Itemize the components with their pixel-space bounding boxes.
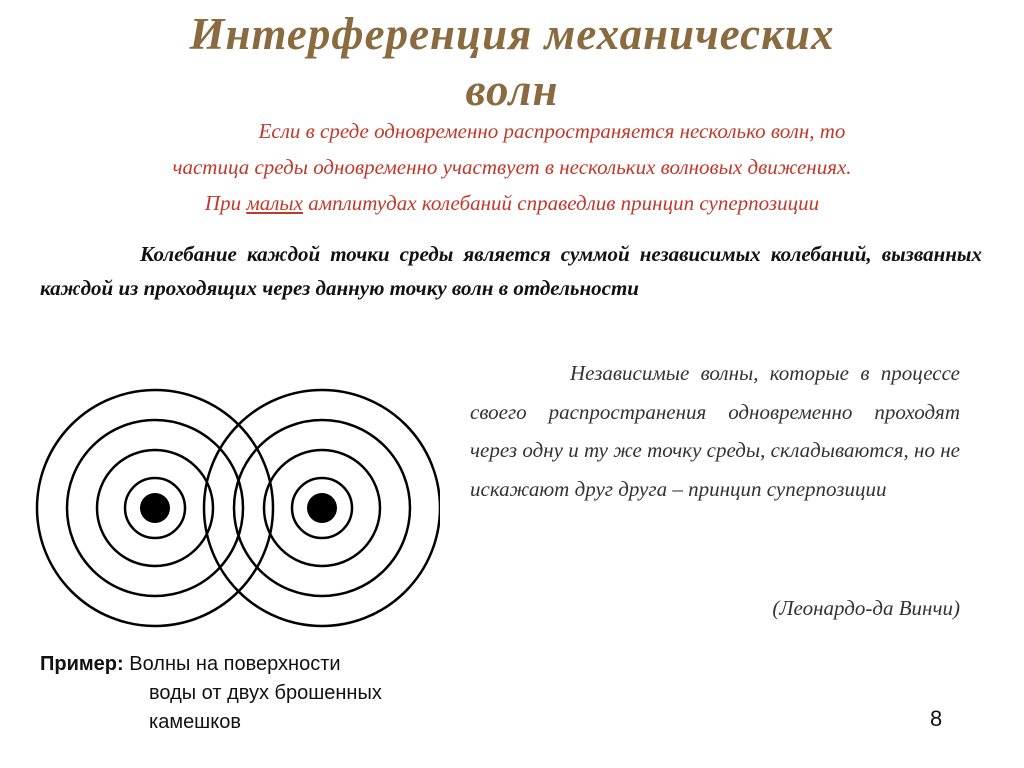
left-source-dot xyxy=(140,493,170,523)
intro-line-3-end: амплитудах колебаний справедлив принцип суперпозиции xyxy=(308,191,820,215)
superposition-statement xyxy=(40,237,982,305)
leonardo-quote xyxy=(470,354,960,508)
superposition-statement-text: Колебание каждой точки среды является суммой независимых колебаний, вызванных каждой из проходящих через данную точку волн в отдельности xyxy=(40,242,982,300)
intro-underlined-word: малых xyxy=(246,191,303,215)
page-number: 8 xyxy=(930,706,943,731)
intro-line-2: частица среды одновременно участвует в нескольких волновых движениях. xyxy=(172,155,852,179)
intro-line-1: Если в среде одновременно распространяется несколько волн, то xyxy=(258,119,846,143)
quote-attribution: (Леонардо-да Винчи) xyxy=(772,596,960,620)
right-source-dot xyxy=(307,493,337,523)
example-label: Пример: xyxy=(40,653,124,675)
example-line-2: воды от двух брошенных xyxy=(149,682,382,704)
intro-paragraph xyxy=(30,113,994,221)
leonardo-quote-text: Независимые волны, которые в процессе своего распространения одновременно проходят через одну и ту же точку среды, складываются, но не искажают друг друга – принцип суперпозиции xyxy=(470,361,960,501)
slide-title xyxy=(0,6,1024,118)
example-line-3: камешков xyxy=(149,711,241,733)
example-line-1: Волны на поверхности xyxy=(129,653,341,675)
title-line-2: волн xyxy=(465,65,559,115)
title-line-1: Интерференция механических xyxy=(189,9,835,59)
intro-line-3-start: При xyxy=(204,191,242,215)
example-caption xyxy=(40,650,480,737)
wave-interference-diagram xyxy=(30,380,440,640)
